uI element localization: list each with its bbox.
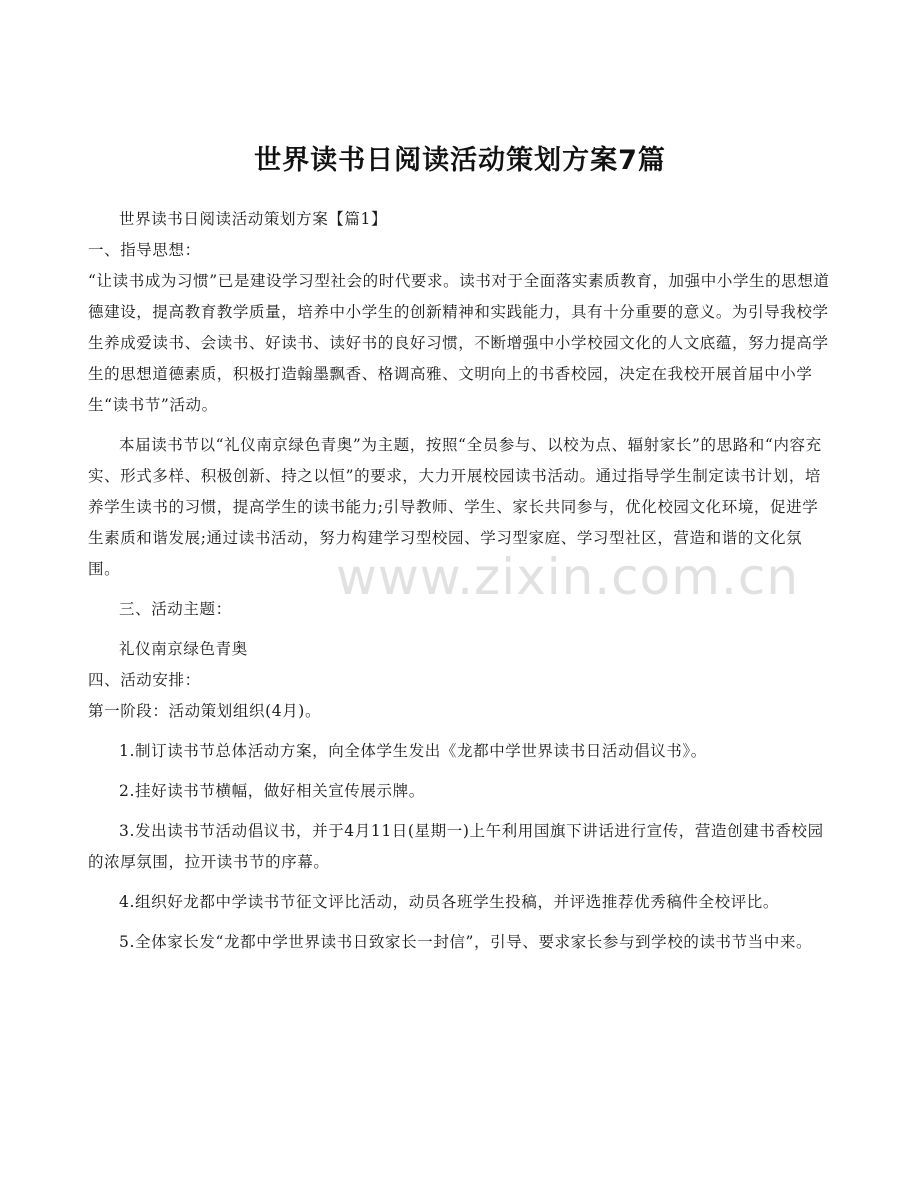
list-item-3: 3.发出读书节活动倡议书，并于4月11日(星期一)上午利用国旗下讲话进行宣传，营造创建书香校园的浓厚氛围，拉开读书节的序幕。: [88, 822, 824, 871]
list-item-1: 1.制订读书节总体活动方案，向全体学生发出《龙都中学世界读书日活动倡议书》。: [119, 742, 707, 760]
section-heading: 世界读书日阅读活动策划方案【篇1】: [119, 210, 388, 228]
paragraph-phase-one: 第一阶段：活动策划组织(4月)。: [88, 702, 322, 720]
paragraph-guiding-thought: “让读书成为习惯”已是建设学习型社会的时代要求。读书对于全面落实素质教育，加强中小学生的思想道德建设，提高教育教学质量，培养中小学生的创新精神和实践能力，具有十分重要的意义。为引导我校学生养成爱读书、会读书、好读书、读好书的良好习惯，不断增强中小学校园文化的人文底蕴，努力提高学生的思想道德素质，积极打造翰墨飘香、格调高雅、文明向上的书香校园，决定在我校开展首届中小学生“读书节”活动。: [88, 272, 830, 414]
paragraph-activity-theme: 礼仪南京绿色青奥: [119, 640, 248, 658]
subheading-activity-schedule: 四、活动安排：: [88, 671, 201, 689]
subheading-guiding-thought: 一、指导思想：: [88, 241, 201, 259]
document-title: 世界读书日阅读活动策划方案7篇: [254, 145, 666, 176]
subheading-activity-theme: 三、活动主题：: [119, 600, 232, 618]
list-item-4: 4.组织好龙都中学读书节征文评比活动，动员各班学生投稿，并评选推荐优秀稿件全校评比。: [119, 893, 779, 911]
document-body: [88, 204, 833, 958]
list-item-2: 2.挂好读书节横幅，做好相关宣传展示牌。: [119, 782, 425, 800]
list-item-5: 5.全体家长发“龙都中学世界读书日致家长一封信”，引导、要求家长参与到学校的读书节当中来。: [119, 933, 813, 951]
paragraph-theme-description: 本届读书节以“礼仪南京绿色青奥”为主题，按照“全员参与、以校为点、辐射家长”的思路和“内容充实、形式多样、积极创新、持之以恒”的要求，大力开展校园读书活动。通过指导学生制定读书计划，培养学生读书的习惯，提高学生的读书能力;引导教师、学生、家长共同参与，优化校园文化环境，促进学生素质和谐发展;通过读书活动，努力构建学习型校园、学习型家庭、学习型社区，营造和谐的文化氛围。: [88, 436, 822, 578]
watermark-text: www.zixin.com.cn: [336, 548, 800, 606]
